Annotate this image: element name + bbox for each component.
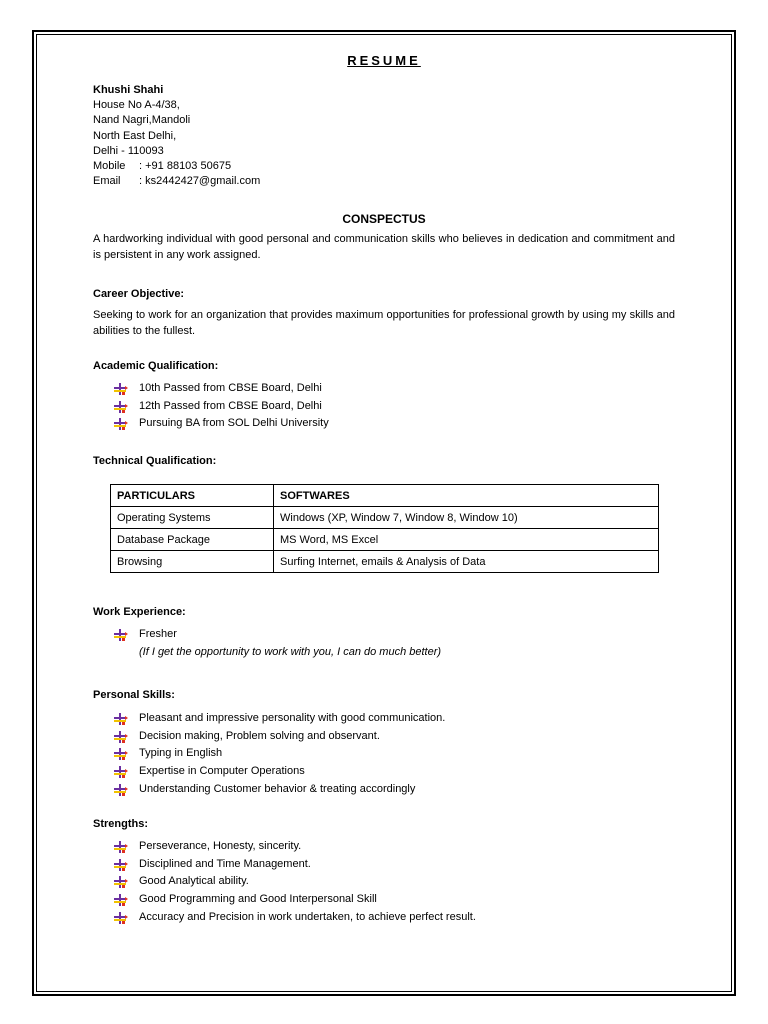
cross-arrow-bullet-icon bbox=[114, 629, 128, 641]
academic-heading: Academic Qualification: bbox=[93, 360, 219, 372]
column-header: SOFTWARES bbox=[274, 485, 659, 507]
cross-arrow-bullet-icon bbox=[114, 731, 128, 743]
list-item: Typing in English bbox=[114, 745, 445, 763]
list-item: Pleasant and impressive personality with good communication. bbox=[114, 710, 445, 728]
personal-skills-heading: Personal Skills: bbox=[93, 689, 175, 701]
conspectus-text: A hardworking individual with good personal and communication skills who believes in dedication and commitment and is persistent in any work assigned. bbox=[93, 233, 675, 261]
candidate-name: Khushi Shahi bbox=[93, 84, 164, 96]
mobile-label: Mobile bbox=[93, 160, 126, 173]
table-cell: MS Word, MS Excel bbox=[274, 529, 659, 551]
list-item: 10th Passed from CBSE Board, Delhi bbox=[114, 380, 329, 398]
table-cell: Database Package bbox=[111, 529, 274, 551]
career-objective-text: Seeking to work for an organization that provides maximum opportunities for professional growth by using my skills and abilities to the fullest. bbox=[93, 309, 675, 337]
table-row bbox=[111, 529, 659, 551]
address-line: House No A-4/38, bbox=[93, 99, 180, 112]
work-list bbox=[114, 626, 441, 661]
strengths-list bbox=[114, 838, 476, 926]
resume-title: RESUME bbox=[347, 53, 421, 68]
cross-arrow-bullet-icon bbox=[114, 401, 128, 413]
list-item: Perseverance, Honesty, sincerity. bbox=[114, 838, 476, 856]
cross-arrow-bullet-icon bbox=[114, 766, 128, 778]
contact-block bbox=[93, 83, 260, 189]
column-header: PARTICULARS bbox=[111, 485, 274, 507]
list-item: Accuracy and Precision in work undertaken, to achieve perfect result. bbox=[114, 909, 476, 927]
list-item: Disciplined and Time Management. bbox=[114, 856, 476, 874]
cross-arrow-bullet-icon bbox=[114, 383, 128, 395]
list-item: Understanding Customer behavior & treating accordingly bbox=[114, 781, 445, 799]
table-cell: Windows (XP, Window 7, Window 8, Window 10) bbox=[274, 507, 659, 529]
conspectus-heading: CONSPECTUS bbox=[342, 212, 426, 226]
work-note: (If I get the opportunity to work with you, I can do much better) bbox=[139, 645, 442, 658]
technical-table bbox=[110, 484, 659, 573]
list-item: Expertise in Computer Operations bbox=[114, 763, 445, 781]
strengths-heading: Strengths: bbox=[93, 818, 148, 830]
cross-arrow-bullet-icon bbox=[114, 894, 128, 906]
table-row bbox=[111, 507, 659, 529]
technical-heading: Technical Qualification: bbox=[93, 455, 217, 467]
list-item: Fresher bbox=[114, 626, 441, 644]
list-item: Pursuing BA from SOL Delhi University bbox=[114, 415, 329, 433]
cross-arrow-bullet-icon bbox=[114, 418, 128, 430]
address-line: North East Delhi, bbox=[93, 129, 177, 142]
table-row bbox=[111, 551, 659, 573]
mobile-line bbox=[93, 159, 260, 174]
email-value: : ks2442427@gmail.com bbox=[139, 175, 261, 188]
cross-arrow-bullet-icon bbox=[114, 713, 128, 725]
cross-arrow-bullet-icon bbox=[114, 784, 128, 796]
cross-arrow-bullet-icon bbox=[114, 876, 128, 888]
list-item: Good Analytical ability. bbox=[114, 873, 476, 891]
cross-arrow-bullet-icon bbox=[114, 841, 128, 853]
mobile-value: : +91 88103 50675 bbox=[139, 160, 232, 173]
table-header-row bbox=[111, 485, 659, 507]
table-cell: Operating Systems bbox=[111, 507, 274, 529]
address-line: Nand Nagri,Mandoli bbox=[93, 114, 191, 127]
cross-arrow-bullet-icon bbox=[114, 912, 128, 924]
personal-skills-list bbox=[114, 710, 445, 798]
cross-arrow-bullet-icon bbox=[114, 748, 128, 760]
cross-arrow-bullet-icon bbox=[114, 859, 128, 871]
email-line bbox=[93, 174, 260, 189]
email-label: Email bbox=[93, 175, 121, 188]
table-cell: Surfing Internet, emails & Analysis of Data bbox=[274, 551, 659, 573]
work-experience-heading: Work Experience: bbox=[93, 606, 186, 618]
address-line: Delhi - 110093 bbox=[93, 144, 164, 157]
academic-list bbox=[114, 380, 329, 433]
career-objective-heading: Career Objective: bbox=[93, 288, 185, 300]
list-item: Decision making, Problem solving and observant. bbox=[114, 728, 445, 746]
table-cell: Browsing bbox=[111, 551, 274, 573]
list-item: Good Programming and Good Interpersonal Skill bbox=[114, 891, 476, 909]
list-item: 12th Passed from CBSE Board, Delhi bbox=[114, 398, 329, 416]
